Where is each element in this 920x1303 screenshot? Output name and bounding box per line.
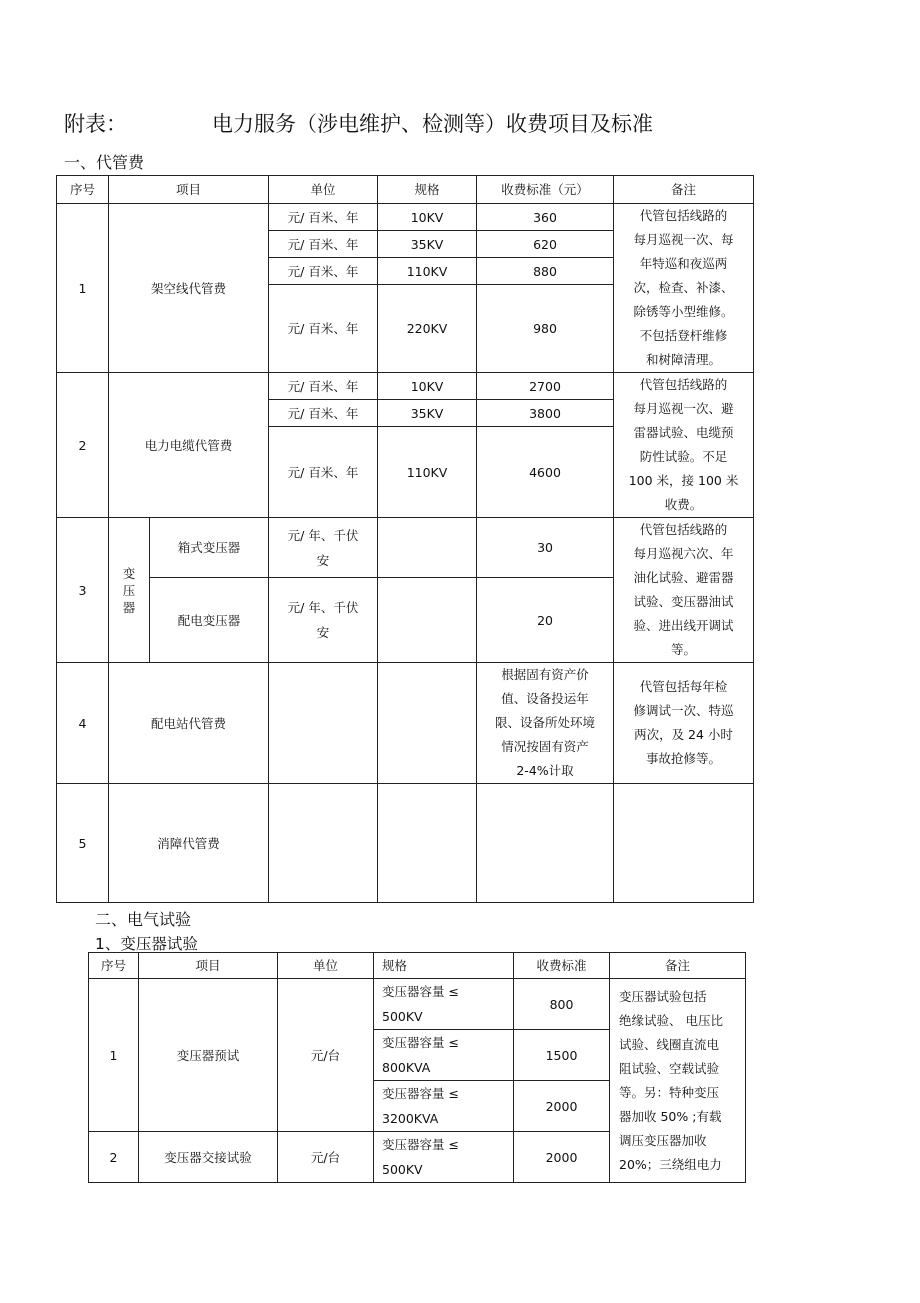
item-cell: 变压器交接试验 xyxy=(139,1132,278,1183)
table-header-row xyxy=(57,176,754,204)
unit-cell: 元/ 百米、年 xyxy=(269,285,378,373)
fee-cell: 620 xyxy=(477,231,614,258)
spec-cell xyxy=(378,578,477,663)
unit-cell: 元/ 百米、年 xyxy=(269,373,378,400)
header-cell: 备注 xyxy=(610,953,746,979)
unit-cell: 元/ 年、千伏 安 xyxy=(269,578,378,663)
spec-cell: 变压器容量 ≤ 500KV xyxy=(374,979,514,1030)
spec-cell: 10KV xyxy=(378,204,477,231)
header-cell: 项目 xyxy=(139,953,278,979)
item-cell: 配电站代管费 xyxy=(109,663,269,784)
header-cell: 规格 xyxy=(378,176,477,204)
fee-cell: 20 xyxy=(477,578,614,663)
row-number: 1 xyxy=(57,204,109,373)
electrical-test-table xyxy=(88,952,746,1183)
header-cell: 收费标准（元） xyxy=(477,176,614,204)
page-title xyxy=(64,108,653,138)
spec-cell: 变压器容量 ≤ 3200KVA xyxy=(374,1081,514,1132)
unit-cell: 元/ 百米、年 xyxy=(269,204,378,231)
table-row xyxy=(57,373,754,400)
group-label: 变 压 器 xyxy=(109,518,150,663)
header-cell: 序号 xyxy=(89,953,139,979)
row-number: 2 xyxy=(89,1132,139,1183)
row-number: 1 xyxy=(89,979,139,1132)
spec-cell: 35KV xyxy=(378,400,477,427)
spec-cell xyxy=(378,663,477,784)
row-number: 3 xyxy=(57,518,109,663)
fee-cell: 360 xyxy=(477,204,614,231)
unit-cell: 元/ 年、千伏 安 xyxy=(269,518,378,578)
unit-cell: 元/ 百米、年 xyxy=(269,400,378,427)
header-cell: 规格 xyxy=(374,953,514,979)
header-cell: 项目 xyxy=(109,176,269,204)
spec-cell: 10KV xyxy=(378,373,477,400)
title-prefix: 附表： xyxy=(64,112,127,136)
row-number: 2 xyxy=(57,373,109,518)
header-cell: 备注 xyxy=(614,176,754,204)
table-row xyxy=(57,663,754,784)
fee-cell: 4600 xyxy=(477,427,614,518)
header-cell: 序号 xyxy=(57,176,109,204)
fee-cell: 2000 xyxy=(514,1132,610,1183)
unit-cell: 元/ 百米、年 xyxy=(269,231,378,258)
table-row xyxy=(89,979,746,1030)
unit-cell: 元/ 百米、年 xyxy=(269,427,378,518)
section1-heading: 一、代管费 xyxy=(64,153,145,172)
remark-cell: 代管包括线路的 每月巡视一次、避 雷器试验、电缆预 防性试验。不足 100 米，接 100 米 收费。 xyxy=(614,373,754,518)
remark-cell: 变压器试验包括 绝缘试验、 电压比 试验、线圈直流电 阻试验、空载试验 等。另：特种变压 器加收 50% ;有载 调压变压器加收 20%；三绕组电力 xyxy=(610,979,746,1183)
header-cell: 单位 xyxy=(269,176,378,204)
fee-cell: 880 xyxy=(477,258,614,285)
spec-cell: 变压器容量 ≤ 500KV xyxy=(374,1132,514,1183)
item-cell: 消障代管费 xyxy=(109,784,269,903)
unit-cell xyxy=(269,663,378,784)
fee-cell: 980 xyxy=(477,285,614,373)
spec-cell: 220KV xyxy=(378,285,477,373)
fee-cell: 800 xyxy=(514,979,610,1030)
header-cell: 收费标准 xyxy=(514,953,610,979)
table-row xyxy=(57,518,754,578)
section2-heading: 二、电气试验 xyxy=(95,910,192,929)
table-row xyxy=(57,204,754,231)
row-number: 4 xyxy=(57,663,109,784)
item-cell: 电力电缆代管费 xyxy=(109,373,269,518)
remark-cell: 代管包括每年检 修调试一次、特巡 两次，及 24 小时 事故抢修等。 xyxy=(614,663,754,784)
spec-cell: 变压器容量 ≤ 800KVA xyxy=(374,1030,514,1081)
fee-cell: 2000 xyxy=(514,1081,610,1132)
unit-cell: 元/台 xyxy=(278,1132,374,1183)
item-cell: 配电变压器 xyxy=(150,578,269,663)
unit-cell: 元/台 xyxy=(278,979,374,1132)
fee-cell: 2700 xyxy=(477,373,614,400)
row-number: 5 xyxy=(57,784,109,903)
item-cell: 变压器预试 xyxy=(139,979,278,1132)
fee-cell: 3800 xyxy=(477,400,614,427)
fee-cell: 1500 xyxy=(514,1030,610,1081)
table-header-row xyxy=(89,953,746,979)
unit-cell: 元/ 百米、年 xyxy=(269,258,378,285)
unit-cell xyxy=(269,784,378,903)
management-fee-table xyxy=(56,175,754,903)
spec-cell xyxy=(378,784,477,903)
fee-cell xyxy=(477,784,614,903)
spec-cell: 35KV xyxy=(378,231,477,258)
spec-cell: 110KV xyxy=(378,258,477,285)
header-cell: 单位 xyxy=(278,953,374,979)
spec-cell xyxy=(378,518,477,578)
remark-cell: 代管包括线路的 每月巡视六次、年 油化试验、避雷器 试验、变压器油试 验、进出线开调试 等。 xyxy=(614,518,754,663)
item-cell: 架空线代管费 xyxy=(109,204,269,373)
remark-cell xyxy=(614,784,754,903)
fee-cell: 根据固有资产价 值、设备投运年 限、设备所处环境 情况按固有资产 2-4%计取 xyxy=(477,663,614,784)
fee-cell: 30 xyxy=(477,518,614,578)
spec-cell: 110KV xyxy=(378,427,477,518)
title-main: 电力服务（涉电维护、检测等）收费项目及标准 xyxy=(212,112,653,136)
table-row xyxy=(57,784,754,903)
item-cell: 箱式变压器 xyxy=(150,518,269,578)
section2-subheading: 1、变压器试验 xyxy=(95,935,198,953)
remark-cell: 代管包括线路的 每月巡视一次、每 年特巡和夜巡两 次，检查、补漆、 除锈等小型维修。 不包括登杆维修 和树障清理。 xyxy=(614,204,754,373)
